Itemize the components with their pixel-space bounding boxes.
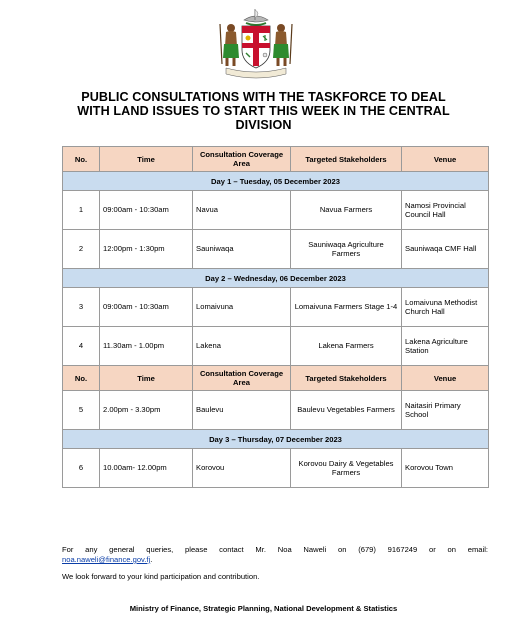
header-stakeholders: Targeted Stakeholders [291, 147, 402, 172]
cell-venue: Sauniwaqa CMF Hall [402, 230, 489, 269]
cell-area: Sauniwaqa [193, 230, 291, 269]
table-row [63, 288, 489, 327]
cell-no: 2 [63, 230, 100, 269]
cell-time: 09:00am - 10:30am [100, 288, 193, 327]
coat-of-arms-logo [214, 6, 298, 80]
cell-area: Lakena [193, 327, 291, 366]
cell-time: 09:00am - 10:30am [100, 191, 193, 230]
title-line-1: PUBLIC CONSULTATIONS WITH THE TASKFORCE TO DEAL [81, 90, 446, 104]
cell-time: 10.00am- 12.00pm [100, 449, 193, 488]
page-title [40, 90, 487, 132]
cell-venue: Naitasiri Primary School [402, 391, 489, 430]
table-row [63, 449, 489, 488]
table-row [63, 391, 489, 430]
consultation-schedule-table [62, 146, 489, 488]
table-row [63, 327, 489, 366]
cell-no: 3 [63, 288, 100, 327]
title-line-2: WITH LAND ISSUES TO START THIS WEEK IN THE CENTRAL [77, 104, 450, 118]
cell-area: Navua [193, 191, 291, 230]
header-no: No. [63, 366, 100, 391]
day-row [63, 269, 489, 288]
cell-venue: Lakena Agriculture Station [402, 327, 489, 366]
cell-stakeholders: Korovou Dairy & Vegetables Farmers [291, 449, 402, 488]
cell-stakeholders: Navua Farmers [291, 191, 402, 230]
cell-venue: Namosi Provincial Council Hall [402, 191, 489, 230]
header-no: No. [63, 147, 100, 172]
cell-venue: Korovou Town [402, 449, 489, 488]
cell-stakeholders: Lomaivuna Farmers Stage 1-4 [291, 288, 402, 327]
day-label: Day 1 – Tuesday, 05 December 2023 [63, 172, 489, 191]
cell-area: Baulevu [193, 391, 291, 430]
cell-stakeholders: Sauniwaqa Agriculture Farmers [291, 230, 402, 269]
table-header-row [63, 366, 489, 391]
table-header-row [63, 147, 489, 172]
day-label: Day 3 – Thursday, 07 December 2023 [63, 430, 489, 449]
header-venue: Venue [402, 366, 489, 391]
header-area: Consultation Coverage Area [193, 366, 291, 391]
table-row [63, 191, 489, 230]
header-venue: Venue [402, 147, 489, 172]
email-suffix: . [150, 555, 153, 564]
cell-no: 4 [63, 327, 100, 366]
cell-time: 11.30am - 1.00pm [100, 327, 193, 366]
contact-email-link[interactable]: noa.naweli@finance.gov.fj [62, 555, 151, 564]
title-line-3: DIVISION [235, 118, 292, 132]
closing-text: We look forward to your kind participation and contribution. [62, 572, 260, 581]
cell-area: Korovou [193, 449, 291, 488]
header-area: Consultation Coverage Area [193, 147, 291, 172]
day-row [63, 172, 489, 191]
cell-stakeholders: Baulevu Vegetables Farmers [291, 391, 402, 430]
table-row [63, 230, 489, 269]
header-time: Time [100, 366, 193, 391]
header-stakeholders: Targeted Stakeholders [291, 366, 402, 391]
cell-time: 12:00pm - 1:30pm [100, 230, 193, 269]
cell-no: 6 [63, 449, 100, 488]
day-label: Day 2 – Wednesday, 06 December 2023 [63, 269, 489, 288]
cell-no: 1 [63, 191, 100, 230]
cell-area: Lomaivuna [193, 288, 291, 327]
cell-stakeholders: Lakena Farmers [291, 327, 402, 366]
cell-venue: Lomaivuna Methodist Church Hall [402, 288, 489, 327]
contact-paragraph: For any general queries, please contact Mr. Noa Naweli on (679) 9167249 or on email: [62, 545, 488, 554]
contact-email-line [62, 555, 488, 565]
day-row [63, 430, 489, 449]
cell-time: 2.00pm - 3.30pm [100, 391, 193, 430]
header-time: Time [100, 147, 193, 172]
ministry-name: Ministry of Finance, Strategic Planning, National Development & Statistics [129, 604, 398, 613]
cell-no: 5 [63, 391, 100, 430]
